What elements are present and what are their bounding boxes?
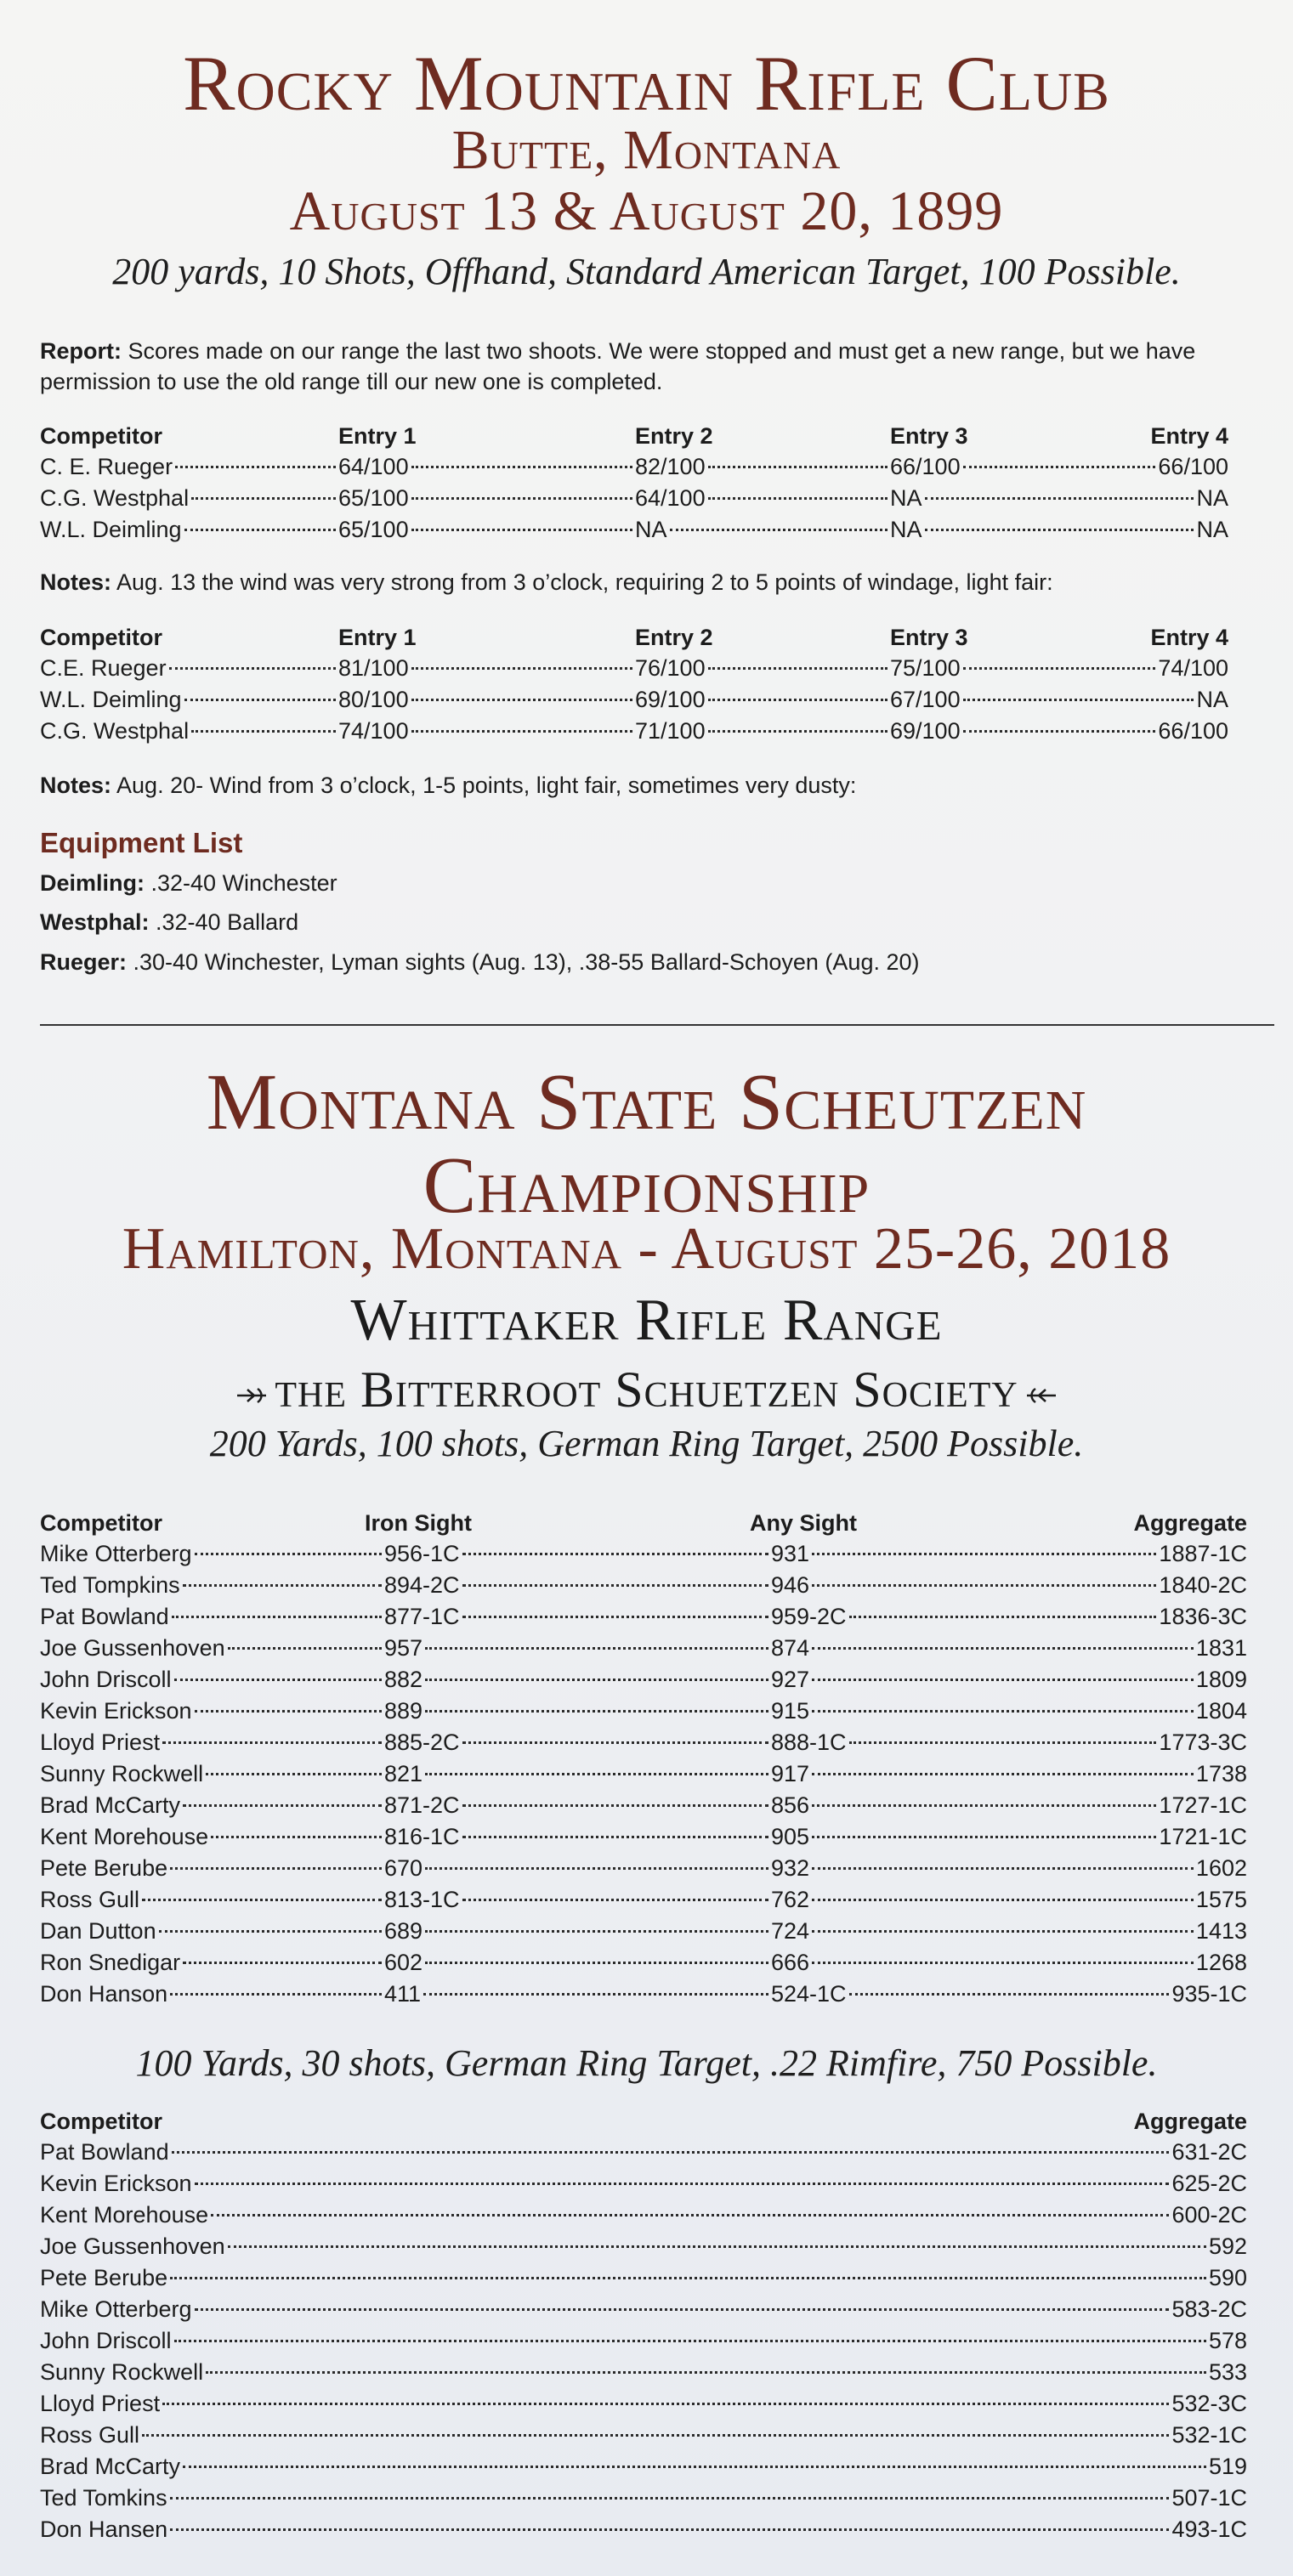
competitor-name: Ted Tomkins	[40, 2485, 167, 2511]
table-row	[40, 483, 1228, 514]
score-cell: 625-2C	[1171, 2171, 1247, 2196]
society-line	[0, 1362, 1293, 1423]
competitor-name: Ted Tompkins	[40, 1572, 180, 1598]
equipment-name: Westphal:	[40, 909, 150, 935]
competitor-name: Brad McCarty	[40, 1792, 181, 1818]
column-header: Competitor	[40, 423, 162, 449]
table-row	[40, 653, 1228, 684]
score-cell: 66/100	[1158, 718, 1228, 744]
score-cell: 935-1C	[1171, 1981, 1247, 2007]
dot-leader	[462, 1584, 768, 1587]
score-cell: 894-2C	[384, 1572, 460, 1598]
competitor-name: Sunny Rockwell	[40, 1761, 204, 1786]
equipment-name: Rueger:	[40, 949, 128, 975]
conditions-200-yards: 200 Yards, 100 shots, German Ring Target, 2500 Possible.	[209, 1423, 1084, 1464]
score-cell: NA	[1196, 687, 1228, 712]
dot-leader	[708, 466, 888, 468]
score-cell: 956-1C	[384, 1541, 460, 1566]
dot-leader	[183, 1804, 382, 1807]
score-cell: 874	[771, 1635, 810, 1661]
score-cell: 1268	[1195, 1950, 1247, 1975]
equipment-item	[40, 947, 920, 977]
entries-table-2	[40, 622, 1228, 747]
notes-aug-13	[40, 567, 1247, 597]
dot-leader	[425, 1647, 768, 1650]
dot-leader	[184, 699, 336, 701]
column-header: Competitor	[40, 2109, 162, 2134]
competitor-name: Mike Otterberg	[40, 2296, 192, 2322]
score-cell: 1809	[1195, 1667, 1247, 1692]
competitor-name: Pete Berube	[40, 1855, 168, 1881]
table-header	[40, 2106, 1247, 2137]
score-cell: 524-1C	[771, 1981, 847, 2007]
dot-leader	[462, 1553, 768, 1555]
dot-leader	[228, 1647, 382, 1650]
table-row	[40, 1853, 1247, 1884]
dot-leader	[963, 730, 1156, 733]
dot-leader	[462, 1899, 768, 1901]
table-row	[40, 1538, 1247, 1570]
dot-leader	[211, 1836, 382, 1838]
score-cell: 631-2C	[1171, 2139, 1247, 2165]
score-cell: NA	[890, 485, 922, 511]
table-row	[40, 1696, 1247, 1727]
dot-leader	[425, 1773, 768, 1775]
notes-label: Notes:	[40, 569, 112, 595]
table-row	[40, 716, 1228, 747]
column-header: Competitor	[40, 625, 162, 650]
dot-leader	[206, 1773, 382, 1775]
table-row	[40, 514, 1228, 546]
dot-leader	[228, 2245, 1206, 2248]
score-cell: 1836-3C	[1159, 1604, 1247, 1629]
notes-label: Notes:	[40, 773, 112, 798]
score-cell: 411	[384, 1981, 422, 2007]
dot-leader	[462, 1836, 768, 1838]
dot-leader	[812, 1773, 1194, 1775]
table-header	[40, 1508, 1247, 1538]
dot-leader	[812, 1930, 1194, 1933]
competitor-name: Don Hanson	[40, 1981, 168, 2007]
dot-leader	[812, 1867, 1194, 1870]
table-row	[40, 2325, 1247, 2357]
equipment-desc: .30-40 Winchester, Lyman sights (Aug. 13), .38-55 Ballard-Schoyen (Aug. 20)	[127, 949, 920, 975]
competitor-name: Ross Gull	[40, 2422, 140, 2448]
score-cell: 889	[384, 1698, 423, 1724]
score-cell: 67/100	[890, 687, 961, 712]
score-cell: 762	[771, 1887, 810, 1912]
table-row	[40, 1884, 1247, 1916]
score-cell: 81/100	[338, 655, 409, 681]
competitor-name: Kevin Erickson	[40, 2171, 192, 2196]
score-cell: 75/100	[890, 655, 961, 681]
dot-leader	[423, 1993, 768, 1996]
column-header: Entry 1	[338, 625, 417, 650]
score-cell: 816-1C	[384, 1824, 460, 1849]
score-cell: 946	[771, 1572, 810, 1598]
entries-table-1	[40, 421, 1228, 546]
championship-title-line-2: Championship	[422, 1141, 871, 1230]
score-cell: 533	[1208, 2359, 1247, 2385]
dot-leader	[462, 1616, 768, 1618]
dot-leader	[812, 1710, 1194, 1713]
column-header: Iron Sight	[365, 1510, 472, 1536]
score-cell: 64/100	[338, 454, 409, 479]
competitor-name: Pat Bowland	[40, 1604, 169, 1629]
score-cell: 871-2C	[384, 1792, 460, 1818]
competitor-name: W.L. Deimling	[40, 517, 182, 542]
dot-leader	[849, 1616, 1157, 1618]
score-cell: 932	[771, 1855, 810, 1881]
dot-leader	[670, 529, 888, 531]
competitor-name: W.L. Deimling	[40, 687, 182, 712]
dot-leader	[925, 497, 1194, 500]
table-row	[40, 1916, 1247, 1947]
dot-leader	[708, 730, 888, 733]
score-cell: 856	[771, 1792, 810, 1818]
score-cell: 905	[771, 1824, 810, 1849]
dot-leader	[849, 1741, 1157, 1744]
notes-aug-20	[40, 770, 1247, 801]
score-cell: 888-1C	[771, 1730, 847, 1755]
score-cell: 927	[771, 1667, 810, 1692]
score-cell: NA	[890, 517, 922, 542]
score-cell: 959-2C	[771, 1604, 847, 1629]
score-cell: NA	[635, 517, 667, 542]
competitor-name: Ron Snedigar	[40, 1950, 181, 1975]
column-header: Entry 2	[635, 625, 713, 650]
table-row	[40, 1664, 1247, 1696]
score-cell: 80/100	[338, 687, 409, 712]
score-cell: 689	[384, 1918, 423, 1944]
score-cell: 1602	[1195, 1855, 1247, 1881]
score-cell: 1413	[1195, 1918, 1247, 1944]
dot-leader	[184, 529, 336, 531]
score-cell: 69/100	[635, 687, 706, 712]
dot-leader	[411, 529, 632, 531]
table-row	[40, 1633, 1247, 1664]
column-header: Entry 4	[1150, 625, 1228, 650]
score-cell: 813-1C	[384, 1887, 460, 1912]
competitor-name: Sunny Rockwell	[40, 2359, 204, 2385]
competitor-name: C. E. Rueger	[40, 454, 173, 479]
dot-leader	[925, 529, 1194, 531]
column-header: Competitor	[40, 1510, 162, 1536]
table-row	[40, 1979, 1247, 2010]
dot-leader	[195, 2308, 1170, 2311]
score-cell: 724	[771, 1918, 810, 1944]
score-cell: 578	[1208, 2328, 1247, 2353]
competitor-name: John Driscoll	[40, 2328, 172, 2353]
dot-leader	[170, 2277, 1206, 2279]
dot-leader	[411, 466, 632, 468]
table-row	[40, 2388, 1247, 2420]
competitor-name: Dan Dutton	[40, 1918, 156, 1944]
score-cell: 493-1C	[1171, 2517, 1247, 2542]
column-header: Entry 1	[338, 423, 417, 449]
dot-leader	[170, 2497, 1170, 2500]
competitor-name: Kent Morehouse	[40, 1824, 209, 1849]
notes-text: Aug. 20- Wind from 3 o’clock, 1-5 points, light fair, sometimes very dusty:	[111, 773, 857, 798]
results-table-100-yards	[40, 2106, 1247, 2545]
dot-leader	[963, 699, 1194, 701]
dot-leader	[183, 1584, 382, 1587]
table-row	[40, 1947, 1247, 1979]
equipment-item	[40, 868, 337, 898]
dot-leader	[175, 466, 336, 468]
competitor-name: Joe Gussenhoven	[40, 1635, 225, 1661]
table-row	[40, 1727, 1247, 1758]
dot-leader	[142, 1899, 382, 1901]
score-cell: 1738	[1195, 1761, 1247, 1786]
column-header: Any Sight	[750, 1510, 857, 1536]
dot-leader	[963, 466, 1156, 468]
club-conditions: 200 yards, 10 Shots, Offhand, Standard American Target, 100 Possible.	[112, 251, 1181, 292]
dot-leader	[425, 1930, 768, 1933]
dot-leader	[812, 1647, 1194, 1650]
score-cell: 69/100	[890, 718, 961, 744]
report-paragraph	[40, 336, 1247, 397]
score-cell: 917	[771, 1761, 810, 1786]
score-cell: 666	[771, 1950, 810, 1975]
score-cell: 1575	[1195, 1887, 1247, 1912]
competitor-name: Kent Morehouse	[40, 2202, 209, 2228]
dot-leader	[170, 2528, 1169, 2531]
score-cell: 1804	[1195, 1698, 1247, 1724]
score-cell: 64/100	[635, 485, 706, 511]
table-row	[40, 2483, 1247, 2514]
score-cell: 66/100	[890, 454, 961, 479]
table-row	[40, 2262, 1247, 2294]
dot-leader	[812, 1836, 1156, 1838]
table-row	[40, 1821, 1247, 1853]
score-cell: 915	[771, 1698, 810, 1724]
score-cell: 600-2C	[1171, 2202, 1247, 2228]
column-header: Entry 3	[890, 625, 968, 650]
report-label: Report:	[40, 338, 122, 364]
championship-location-dates: Hamilton, Montana - August 25-26, 2018	[122, 1216, 1171, 1282]
club-title: Rocky Mountain Rifle Club	[183, 40, 1110, 127]
dot-leader	[411, 699, 632, 701]
club-location: Butte, Montana	[451, 119, 842, 181]
flourish-left-icon	[235, 1367, 268, 1423]
flourish-right-icon	[1025, 1367, 1058, 1423]
dot-leader	[142, 2434, 1169, 2437]
dot-leader	[708, 497, 888, 500]
score-cell: 74/100	[338, 718, 409, 744]
score-cell: 74/100	[1158, 655, 1228, 681]
competitor-name: Pete Berube	[40, 2265, 168, 2290]
dot-leader	[425, 1679, 768, 1681]
section-divider	[40, 1024, 1274, 1026]
score-cell: 592	[1208, 2233, 1247, 2259]
dot-leader	[174, 2340, 1206, 2342]
score-cell: 670	[384, 1855, 423, 1881]
dot-leader	[191, 497, 336, 500]
table-row	[40, 2451, 1247, 2483]
score-cell: 957	[384, 1635, 423, 1661]
competitor-name: C.G. Westphal	[40, 485, 190, 511]
dot-leader	[425, 1962, 768, 1964]
column-header: Aggregate	[1133, 2109, 1247, 2134]
competitor-name: Kevin Erickson	[40, 1698, 192, 1724]
dot-leader	[963, 667, 1156, 670]
score-cell: 1831	[1195, 1635, 1247, 1661]
conditions-100-yards: 100 Yards, 30 shots, German Ring Target, .22 Rimfire, 750 Possible.	[135, 2042, 1158, 2084]
dot-leader	[812, 1804, 1156, 1807]
competitor-name: C.G. Westphal	[40, 718, 190, 744]
score-cell: 877-1C	[384, 1604, 460, 1629]
table-row	[40, 2231, 1247, 2262]
dot-leader	[170, 1867, 382, 1870]
competitor-name: Mike Otterberg	[40, 1541, 192, 1566]
equipment-desc: .32-40 Ballard	[149, 909, 299, 935]
table-row	[40, 1570, 1247, 1601]
score-cell: 931	[771, 1541, 810, 1566]
equipment-list-title: Equipment List	[40, 827, 243, 858]
dot-leader	[195, 1710, 382, 1713]
dot-leader	[411, 667, 632, 670]
table-row	[40, 684, 1228, 716]
score-cell: 1727-1C	[1159, 1792, 1247, 1818]
column-header: Entry 2	[635, 423, 713, 449]
score-cell: 1887-1C	[1159, 1541, 1247, 1566]
dot-leader	[206, 2371, 1206, 2374]
dot-leader	[162, 2403, 1169, 2405]
dot-leader	[849, 1993, 1170, 1996]
score-cell: 519	[1208, 2454, 1247, 2479]
competitor-name: Don Hansen	[40, 2517, 168, 2542]
dot-leader	[812, 1584, 1156, 1587]
score-cell: 885-2C	[384, 1730, 460, 1755]
column-header: Entry 4	[1150, 423, 1228, 449]
notes-text: Aug. 13 the wind was very strong from 3 o’clock, requiring 2 to 5 points of windage, light fair:	[111, 569, 1053, 595]
dot-leader	[162, 1741, 382, 1744]
score-cell: 82/100	[635, 454, 706, 479]
society-name: the Bitterroot Schuetzen Society	[275, 1362, 1018, 1418]
competitor-name: Joe Gussenhoven	[40, 2233, 225, 2259]
competitor-name: Brad McCarty	[40, 2454, 181, 2479]
score-cell: 1840-2C	[1159, 1572, 1247, 1598]
range-name: Whittaker Rifle Range	[350, 1288, 943, 1353]
table-row	[40, 2294, 1247, 2325]
competitor-name: C.E. Rueger	[40, 655, 167, 681]
competitor-name: Pat Bowland	[40, 2139, 169, 2165]
dot-leader	[708, 667, 888, 670]
table-row	[40, 2200, 1247, 2231]
competitor-name: Lloyd Priest	[40, 1730, 161, 1755]
competitor-name: Lloyd Priest	[40, 2391, 161, 2416]
dot-leader	[211, 2214, 1169, 2216]
table-row	[40, 2420, 1247, 2451]
dot-leader	[169, 667, 336, 670]
score-cell: 882	[384, 1667, 423, 1692]
score-cell: 1773-3C	[1159, 1730, 1247, 1755]
score-cell: 66/100	[1158, 454, 1228, 479]
score-cell: 507-1C	[1171, 2485, 1247, 2511]
dot-leader	[183, 1962, 382, 1964]
column-header: Entry 3	[890, 423, 968, 449]
table-row	[40, 2137, 1247, 2168]
dot-leader	[411, 730, 632, 733]
dot-leader	[812, 1679, 1194, 1681]
dot-leader	[170, 1993, 382, 1996]
score-cell: 602	[384, 1950, 423, 1975]
dot-leader	[411, 497, 632, 500]
championship-title-line-1: Montana State Scheutzen	[206, 1058, 1087, 1146]
table-row	[40, 451, 1228, 483]
score-cell: 821	[384, 1761, 423, 1786]
column-header: Aggregate	[1133, 1510, 1247, 1536]
dot-leader	[425, 1867, 768, 1870]
equipment-item	[40, 907, 298, 937]
dot-leader	[462, 1741, 768, 1744]
report-text: Scores made on our range the last two shoots. We were stopped and must get a new range, but we have permission to use the old range till our new one is completed.	[40, 338, 1196, 394]
championship-title	[0, 1058, 1293, 1230]
table-row	[40, 1758, 1247, 1790]
results-table-200-yards	[40, 1508, 1247, 2010]
score-cell: 65/100	[338, 485, 409, 511]
club-dates: August 13 & August 20, 1899	[289, 180, 1004, 242]
dot-leader	[172, 1616, 382, 1618]
competitor-name: John Driscoll	[40, 1667, 172, 1692]
dot-leader	[174, 1679, 382, 1681]
score-cell: 65/100	[338, 517, 409, 542]
score-cell: 583-2C	[1171, 2296, 1247, 2322]
dot-leader	[183, 2466, 1206, 2468]
table-row	[40, 1790, 1247, 1821]
dot-leader	[462, 1804, 768, 1807]
score-cell: 532-1C	[1171, 2422, 1247, 2448]
score-cell: 71/100	[635, 718, 706, 744]
dot-leader	[195, 1553, 382, 1555]
dot-leader	[425, 1710, 768, 1713]
table-header	[40, 421, 1228, 451]
table-header	[40, 622, 1228, 653]
dot-leader	[159, 1930, 382, 1933]
score-cell: 1721-1C	[1159, 1824, 1247, 1849]
table-row	[40, 2168, 1247, 2200]
dot-leader	[195, 2183, 1170, 2185]
score-cell: NA	[1196, 517, 1228, 542]
dot-leader	[812, 1553, 1156, 1555]
dot-leader	[191, 730, 336, 733]
score-cell: 532-3C	[1171, 2391, 1247, 2416]
equipment-name: Deimling:	[40, 870, 145, 896]
dot-leader	[172, 2151, 1170, 2154]
dot-leader	[812, 1899, 1194, 1901]
table-row	[40, 2357, 1247, 2388]
table-row	[40, 2514, 1247, 2545]
score-cell: 76/100	[635, 655, 706, 681]
equipment-desc: .32-40 Winchester	[145, 870, 337, 896]
dot-leader	[708, 699, 888, 701]
score-cell: NA	[1196, 485, 1228, 511]
score-cell: 590	[1208, 2265, 1247, 2290]
dot-leader	[812, 1962, 1194, 1964]
competitor-name: Ross Gull	[40, 1887, 140, 1912]
table-row	[40, 1601, 1247, 1633]
